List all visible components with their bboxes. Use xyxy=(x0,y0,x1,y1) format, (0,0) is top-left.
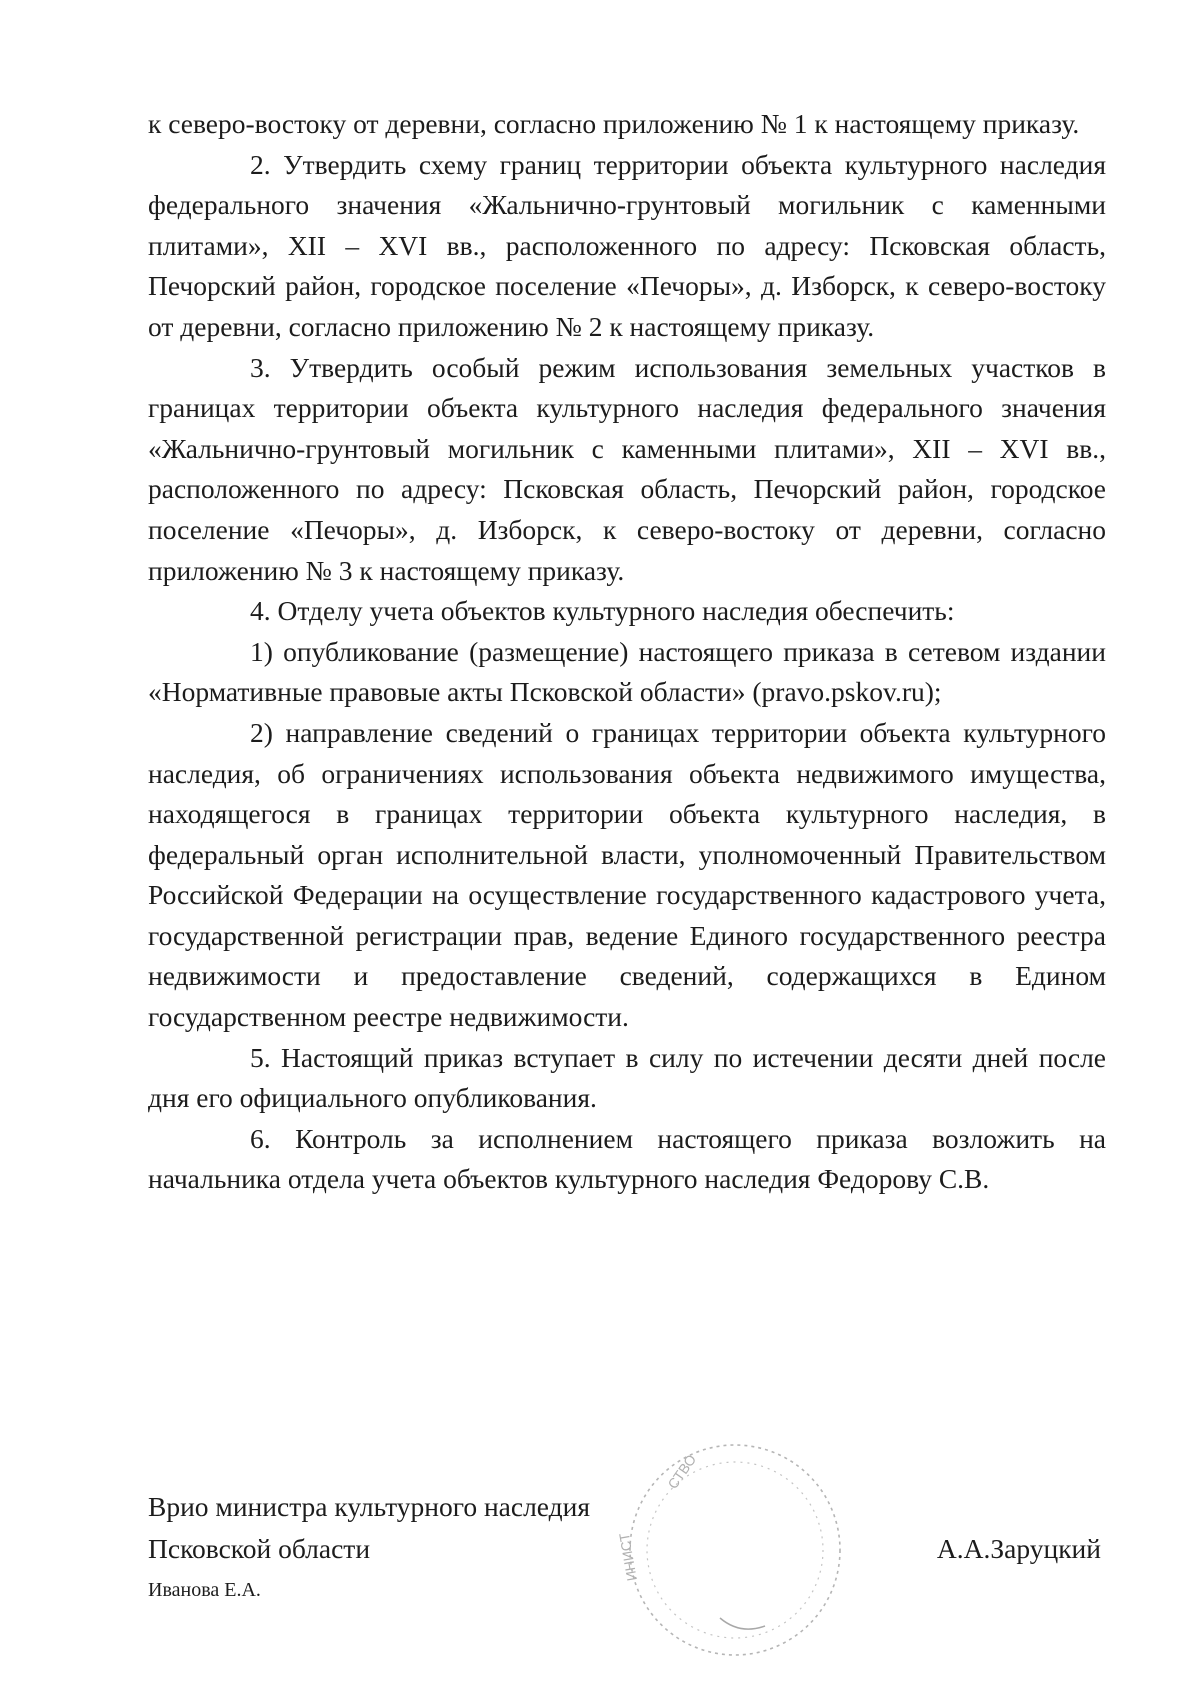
svg-text:СТВО: СТВО xyxy=(664,1451,700,1492)
paragraph-subitem-2: 2) направление сведений о границах территории объекта культурного наследия, об ограничениях использования объекта недвижимого имущества, находящегося в границах территории объекта культурного наследия, в федеральный орган исполнительной власти, уполномоченный Правительством Российской Федерации на осуществление государственного кадастрового учета, государственной регистрации прав, ведение Единого государственного реестра недвижимости и предоставление сведений, содержащихся в Едином государственном реестре недвижимости. xyxy=(148,716,1106,1033)
signatory-position: Врио министра культурного наследия xyxy=(148,1491,591,1522)
signatory-region: Псковской области xyxy=(148,1533,371,1564)
paragraph-item-6: 6. Контроль за исполнением настоящего приказа возложить на начальника отдела учета объектов культурного наследия Федорову С.В. xyxy=(148,1122,1106,1195)
paragraph-item-3: 3. Утвердить особый режим использования земельных участков в границах территории объекта культурного наследия федерального значения «Жальнично-грунтовый могильник с каменными плитами», XII – XVI вв., расположенного по адресу: Псковская область, Печорский район, городское поселение «Печоры», д. Изборск, к северо-востоку от деревни, согласно приложению № 3 к настоящему приказу. xyxy=(148,351,1106,586)
document-body xyxy=(148,104,1106,1200)
paragraph-subitem-1: 1) опубликование (размещение) настоящего приказа в сетевом издании «Нормативные правовые акты Псковской области» (pravo.pskov.ru); xyxy=(148,635,1106,708)
paragraph-item-2: 2. Утвердить схему границ территории объекта культурного наследия федерального значения «Жальнично-грунтовый могильник с каменными плитами», XII – XVI вв., расположенного по адресу: Псковская область, Печорский район, городское поселение «Печоры», д. Изборск, к северо-востоку от деревни, согласно приложению № 2 к настоящему приказу. xyxy=(148,148,1106,342)
paragraph-item-4: 4. Отделу учета объектов культурного наследия обеспечить: xyxy=(250,595,955,627)
executor-name: Иванова Е.А. xyxy=(148,1579,261,1601)
svg-text:ИНИСТ: ИНИСТ xyxy=(615,1531,640,1583)
paragraph-item-5: 5. Настоящий приказ вступает в силу по истечении десяти дней после дня его официального опубликования. xyxy=(148,1041,1106,1114)
signature-block xyxy=(148,1486,1106,1570)
paragraph-continuation: к северо-востоку от деревни, согласно приложению № 1 к настоящему приказу. xyxy=(148,108,1080,139)
signatory-name: А.А.Заруцкий xyxy=(936,1533,1101,1564)
